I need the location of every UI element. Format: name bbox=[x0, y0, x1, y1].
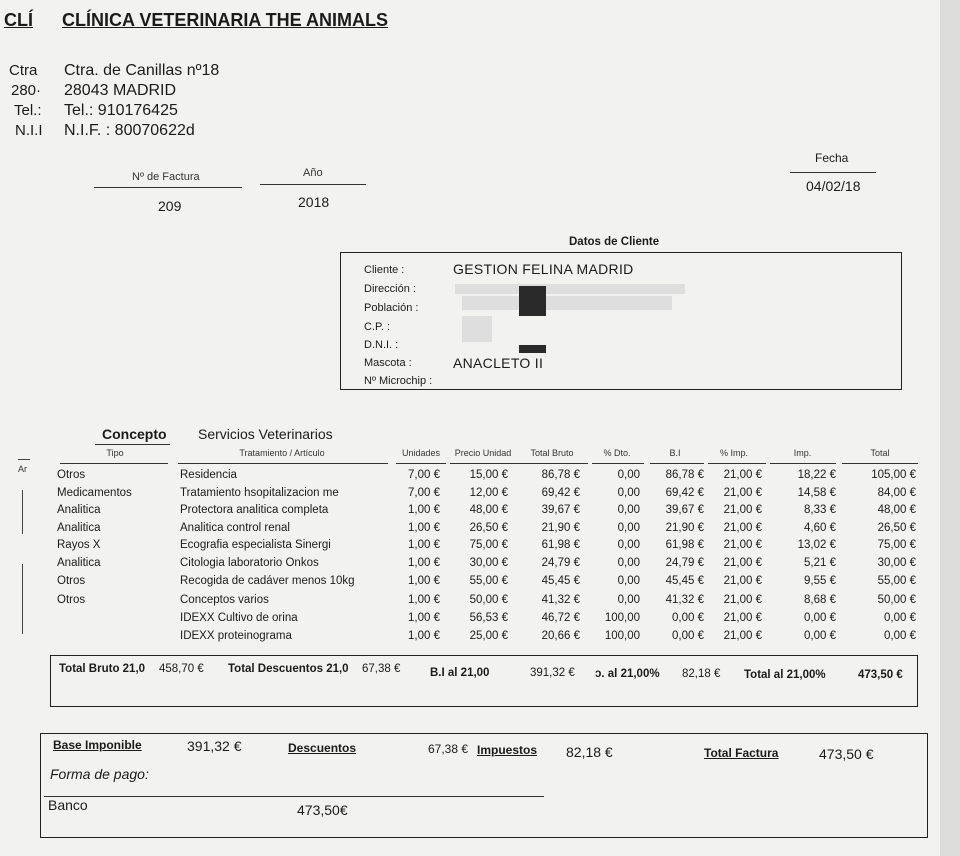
imp-total-label: ɔ. al 21,00% bbox=[595, 668, 660, 680]
descuentos-label: Descuentos bbox=[288, 741, 357, 755]
cell-imp-pct: 21,00 € bbox=[723, 469, 762, 481]
cell-tipo: Analitica bbox=[57, 504, 101, 517]
cell-bi: 39,67 € bbox=[665, 504, 704, 517]
cell-dto: 0,00 bbox=[617, 594, 640, 607]
invoice-date: 04/02/18 bbox=[806, 178, 861, 194]
column-header: Tratamiento / Artículo bbox=[239, 448, 325, 458]
cell-bi: 24,79 € bbox=[665, 557, 704, 569]
cell-tipo: Medicamentos bbox=[57, 486, 132, 499]
redaction-blur bbox=[462, 296, 672, 310]
client-label: Cliente : bbox=[364, 264, 405, 276]
dni-label: D.N.I. : bbox=[364, 339, 399, 351]
cell-total-bruto: 21,90 € bbox=[541, 521, 580, 534]
clinic-name-clipped: CLÍ bbox=[4, 10, 33, 30]
pet-name: ANACLETO II bbox=[453, 355, 544, 371]
pet-label: Mascota : bbox=[364, 357, 412, 369]
payment-method-label: Forma de pago: bbox=[50, 766, 149, 782]
cell-total-bruto: 86,78 € bbox=[541, 469, 580, 481]
address-clipped-line: N.I.I bbox=[15, 122, 43, 139]
postal-code-label: C.P. : bbox=[364, 321, 391, 333]
cell-dto: 0,00 bbox=[617, 539, 640, 552]
cell-tratamiento: Citologia laboratorio Onkos bbox=[180, 557, 319, 569]
column-header: % Imp. bbox=[719, 448, 748, 458]
cell-imp-pct: 21,00 € bbox=[723, 594, 762, 607]
cell-unidades: 1,00 € bbox=[408, 630, 440, 643]
bi-total-label: B.I al 21,00 bbox=[430, 667, 490, 679]
base-imponible-label: Base Imponible bbox=[53, 738, 142, 752]
cell-dto: 100,00 bbox=[604, 630, 640, 643]
concept-value: Servicios Veterinarios bbox=[198, 426, 333, 442]
column-header: Imp. bbox=[793, 448, 812, 458]
microchip-label: Nº Microchip : bbox=[364, 375, 433, 387]
imp-total-value: 82,18 € bbox=[682, 668, 721, 680]
cell-precio: 75,00 € bbox=[469, 539, 508, 552]
address-clipped-line: 280· bbox=[11, 82, 42, 99]
total-bruto-value: 458,70 € bbox=[159, 663, 204, 675]
column-header: Precio Unidad bbox=[454, 448, 512, 458]
cell-tipo: Otros bbox=[57, 574, 86, 587]
redaction-block bbox=[519, 286, 546, 316]
cell-precio: 25,00 € bbox=[469, 630, 508, 643]
cell-unidades: 7,00 € bbox=[408, 486, 440, 499]
cell-bi: 41,32 € bbox=[665, 594, 704, 607]
cell-precio: 30,00 € bbox=[469, 557, 508, 569]
cell-imp-pct: 21,00 € bbox=[723, 574, 762, 587]
invoice-date-label: Fecha bbox=[815, 151, 849, 165]
cell-total-bruto: 24,79 € bbox=[541, 557, 580, 569]
address-label: Dirección : bbox=[364, 283, 416, 295]
total-factura-value: 473,50 € bbox=[819, 746, 874, 762]
cell-imp: 8,33 € bbox=[804, 504, 836, 517]
total-bruto-label: Total Bruto 21,0 bbox=[59, 663, 146, 675]
cell-total: 0,00 € bbox=[884, 630, 916, 643]
bank-amount: 473,50€ bbox=[297, 802, 348, 818]
cell-imp: 0,00 € bbox=[804, 630, 836, 643]
total-descuentos-value: 67,38 € bbox=[362, 663, 401, 675]
divider bbox=[708, 463, 766, 464]
redaction-block bbox=[519, 345, 546, 353]
cell-tratamiento: Tratamiento hsopitalizacion me bbox=[180, 486, 339, 499]
cell-imp-pct: 21,00 € bbox=[723, 486, 762, 499]
page-edge bbox=[940, 0, 960, 856]
cell-bi: 69,42 € bbox=[665, 486, 704, 499]
cell-tipo: Rayos X bbox=[57, 539, 101, 552]
cell-precio: 48,00 € bbox=[469, 504, 508, 517]
cell-total: 84,00 € bbox=[877, 486, 916, 499]
column-header: % Dto. bbox=[603, 448, 631, 458]
cell-dto: 100,00 bbox=[604, 612, 640, 625]
cell-total: 48,00 € bbox=[877, 504, 916, 517]
invoice-number-label: Nº de Factura bbox=[132, 171, 200, 183]
divider bbox=[592, 463, 644, 464]
redaction-blur bbox=[462, 316, 492, 342]
client-section-title: Datos de Cliente bbox=[569, 236, 660, 248]
address-clipped-line: Tel.: bbox=[14, 102, 42, 119]
side-mark bbox=[18, 459, 30, 460]
column-header: B.I bbox=[669, 448, 681, 458]
divider bbox=[842, 463, 918, 464]
divider bbox=[260, 184, 366, 185]
cell-tratamiento: Ecografia especialista Sinergi bbox=[180, 539, 331, 552]
cell-bi: 86,78 € bbox=[665, 469, 704, 481]
cell-unidades: 1,00 € bbox=[408, 557, 440, 569]
cell-tratamiento: Analitica control renal bbox=[180, 521, 290, 534]
divider bbox=[450, 463, 516, 464]
cell-total-bruto: 69,42 € bbox=[541, 486, 580, 499]
cell-imp: 13,02 € bbox=[797, 539, 836, 552]
divider bbox=[44, 796, 544, 797]
cell-bi: 45,45 € bbox=[665, 574, 704, 587]
descuentos-value: 67,38 € bbox=[428, 742, 469, 756]
cell-tratamiento: IDEXX proteinograma bbox=[180, 630, 292, 643]
cell-imp: 14,58 € bbox=[797, 486, 836, 499]
cell-total: 75,00 € bbox=[877, 539, 916, 552]
cell-unidades: 1,00 € bbox=[408, 594, 440, 607]
divider bbox=[60, 463, 168, 464]
cell-total: 30,00 € bbox=[877, 557, 916, 569]
divider bbox=[396, 463, 446, 464]
side-mark bbox=[22, 564, 23, 634]
clinic-phone: Tel.: 910176425 bbox=[64, 102, 178, 119]
invoice-number: 209 bbox=[158, 198, 182, 214]
bi-total-value: 391,32 € bbox=[530, 667, 575, 679]
cell-unidades: 1,00 € bbox=[408, 612, 440, 625]
divider bbox=[178, 463, 388, 464]
cell-total-bruto: 41,32 € bbox=[541, 594, 580, 607]
city-label: Población : bbox=[364, 302, 419, 314]
cell-dto: 0,00 bbox=[617, 469, 640, 481]
cell-imp: 9,55 € bbox=[804, 574, 836, 587]
cell-imp-pct: 21,00 € bbox=[723, 557, 762, 569]
cell-total-bruto: 20,66 € bbox=[541, 630, 580, 643]
cell-tratamiento: IDEXX Cultivo de orina bbox=[180, 612, 298, 625]
cell-total: 50,00 € bbox=[877, 594, 916, 607]
clinic-nif: N.I.F. : 80070622d bbox=[64, 122, 195, 139]
cell-imp-pct: 21,00 € bbox=[723, 539, 762, 552]
cell-tipo: Analitica bbox=[57, 521, 101, 534]
base-imponible-value: 391,32 € bbox=[187, 738, 242, 754]
client-name: GESTION FELINA MADRID bbox=[453, 261, 634, 277]
total-descuentos-label: Total Descuentos 21,0 bbox=[228, 663, 349, 675]
cell-imp-pct: 21,00 € bbox=[723, 612, 762, 625]
concept-label: Concepto bbox=[102, 426, 167, 442]
cell-tipo: Analitica bbox=[57, 557, 101, 569]
divider bbox=[770, 463, 836, 464]
column-header: Total bbox=[870, 448, 890, 458]
cell-bi: 0,00 € bbox=[672, 630, 704, 643]
cell-bi: 61,98 € bbox=[665, 539, 704, 552]
side-mark-text: Ar bbox=[18, 464, 27, 474]
cell-precio: 56,53 € bbox=[469, 612, 508, 625]
cell-tratamiento: Recogida de cadáver menos 10kg bbox=[180, 574, 355, 587]
cell-total: 0,00 € bbox=[884, 612, 916, 625]
cell-dto: 0,00 bbox=[617, 521, 640, 534]
cell-imp: 18,22 € bbox=[797, 469, 836, 481]
cell-unidades: 1,00 € bbox=[408, 504, 440, 517]
cell-total-bruto: 61,98 € bbox=[541, 539, 580, 552]
cell-total-bruto: 46,72 € bbox=[541, 612, 580, 625]
cell-total-bruto: 39,67 € bbox=[541, 504, 580, 517]
column-header: Tipo bbox=[106, 448, 124, 458]
divider bbox=[790, 172, 876, 173]
cell-tratamiento: Protectora analitica completa bbox=[180, 504, 329, 517]
cell-dto: 0,00 bbox=[617, 486, 640, 499]
cell-total: 105,00 € bbox=[871, 469, 916, 481]
column-header: Total Bruto bbox=[530, 448, 574, 458]
clinic-address-line: 28043 MADRID bbox=[64, 82, 177, 99]
cell-dto: 0,00 bbox=[617, 557, 640, 569]
impuestos-label: Impuestos bbox=[477, 743, 538, 757]
cell-dto: 0,00 bbox=[617, 574, 640, 587]
cell-unidades: 1,00 € bbox=[408, 539, 440, 552]
invoice-year: 2018 bbox=[298, 194, 330, 210]
cell-unidades: 7,00 € bbox=[408, 469, 440, 481]
cell-precio: 50,00 € bbox=[469, 594, 508, 607]
cell-tipo: Otros bbox=[57, 469, 86, 481]
cell-unidades: 1,00 € bbox=[408, 574, 440, 587]
side-mark bbox=[22, 490, 23, 534]
cell-dto: 0,00 bbox=[617, 504, 640, 517]
cell-bi: 0,00 € bbox=[672, 612, 704, 625]
cell-imp: 5,21 € bbox=[804, 557, 836, 569]
address-clipped-line: Ctra bbox=[9, 62, 38, 79]
cell-precio: 26,50 € bbox=[469, 521, 508, 534]
divider bbox=[94, 187, 242, 188]
divider bbox=[650, 463, 704, 464]
cell-tratamiento: Conceptos varios bbox=[180, 594, 269, 607]
cell-imp-pct: 21,00 € bbox=[723, 521, 762, 534]
total-iva-value: 473,50 € bbox=[858, 669, 903, 681]
column-header: Unidades bbox=[401, 448, 441, 458]
cell-imp: 0,00 € bbox=[804, 612, 836, 625]
cell-unidades: 1,00 € bbox=[408, 521, 440, 534]
cell-imp-pct: 21,00 € bbox=[723, 504, 762, 517]
cell-imp: 8,68 € bbox=[804, 594, 836, 607]
cell-total-bruto: 45,45 € bbox=[541, 574, 580, 587]
clinic-name: CLÍNICA VETERINARIA THE ANIMALS bbox=[62, 10, 388, 30]
cell-precio: 55,00 € bbox=[469, 574, 508, 587]
cell-tratamiento: Residencia bbox=[180, 469, 237, 481]
cell-bi: 21,90 € bbox=[665, 521, 704, 534]
cell-tipo: Otros bbox=[57, 594, 86, 607]
cell-imp: 4,60 € bbox=[804, 521, 836, 534]
cell-total: 55,00 € bbox=[877, 574, 916, 587]
cell-precio: 12,00 € bbox=[469, 486, 508, 499]
impuestos-value: 82,18 € bbox=[566, 744, 613, 760]
divider bbox=[95, 444, 170, 445]
invoice-year-label: Año bbox=[303, 167, 323, 179]
cell-imp-pct: 21,00 € bbox=[723, 630, 762, 643]
cell-total: 26,50 € bbox=[877, 521, 916, 534]
total-iva-label: Total al 21,00% bbox=[744, 669, 826, 681]
clinic-address-line: Ctra. de Canillas nº18 bbox=[64, 62, 220, 79]
divider bbox=[516, 463, 588, 464]
bank-label: Banco bbox=[48, 797, 88, 813]
cell-precio: 15,00 € bbox=[469, 469, 508, 481]
total-factura-label: Total Factura bbox=[704, 746, 779, 760]
redaction-blur bbox=[455, 284, 685, 294]
